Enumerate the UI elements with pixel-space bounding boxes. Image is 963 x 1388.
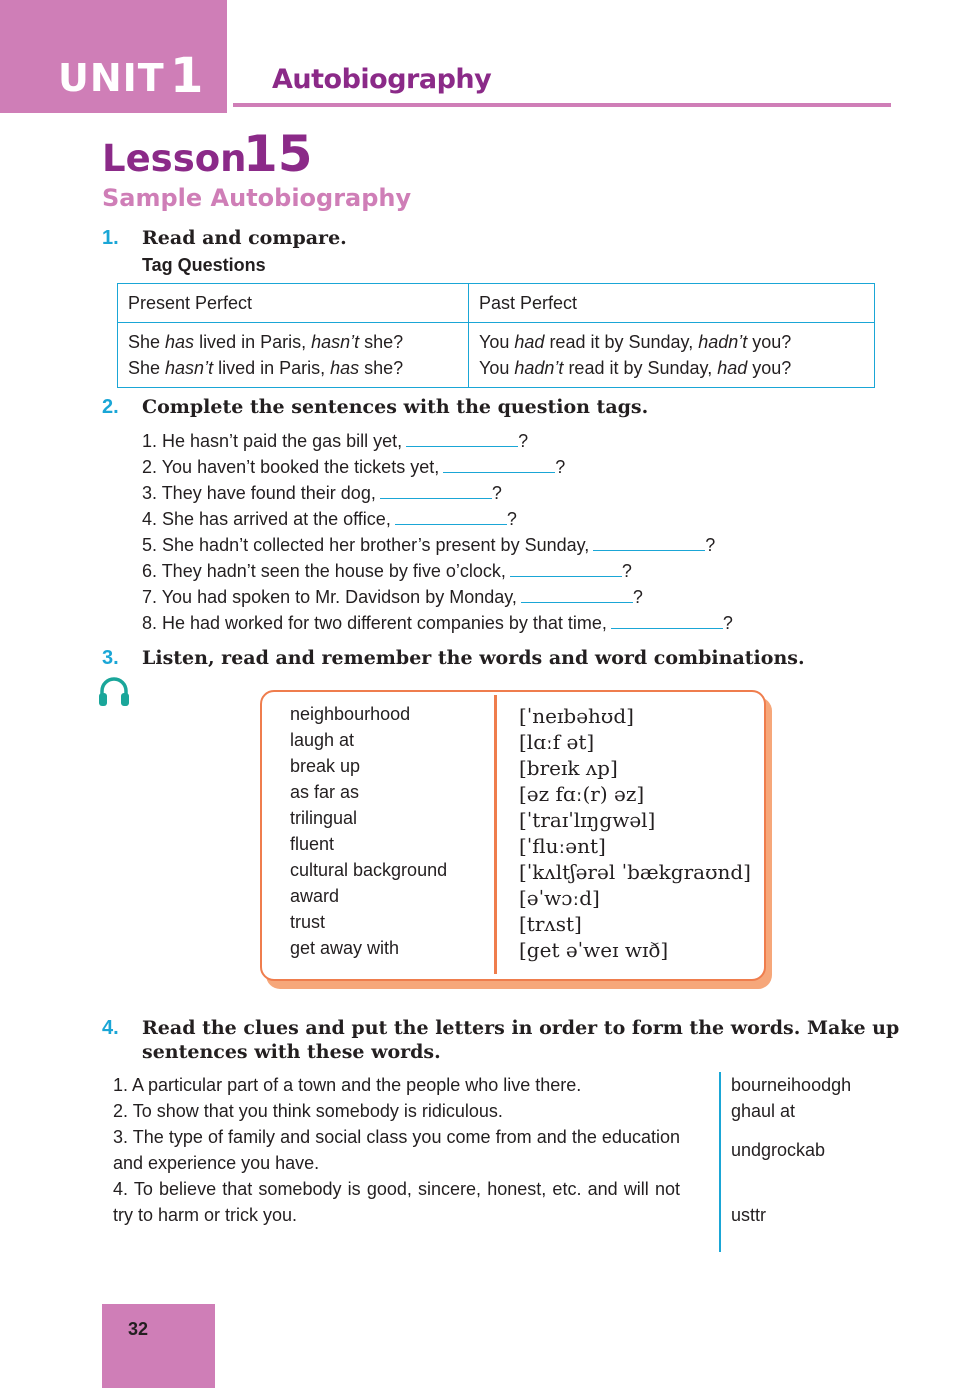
sentence-item: 2. You haven’t booked the tickets yet, ?: [142, 454, 565, 478]
page-number-block: [102, 1304, 215, 1388]
page-number: 32: [128, 1319, 149, 1339]
vocab-transcription: [əˈwɔːd]: [519, 886, 600, 910]
answer-blank[interactable]: [521, 584, 633, 603]
sentence-item: 6. They hadn’t seen the house by five o’clock, ?: [142, 558, 632, 582]
lesson-subtitle: Sample Autobiography: [102, 184, 412, 212]
vocab-word: award: [290, 886, 340, 906]
vocab-transcription: [lɑːf ət]: [519, 730, 595, 754]
answer-blank[interactable]: [443, 454, 555, 473]
vocab-transcription: [breɪk ʌp]: [519, 756, 618, 780]
scrambled-word: usttr: [731, 1205, 767, 1225]
exercise-4-title: Read the clues and put the letters in order to form the words. Make up: [142, 1017, 900, 1039]
table-header-cell: Present Perfect: [118, 284, 469, 323]
lesson-label: Lesson: [102, 137, 247, 180]
vocab-word: trilingual: [290, 808, 358, 828]
vocab-transcription: [get əˈweɪ wɪð]: [519, 938, 669, 962]
sentence-item: 3. They have found their dog, ?: [142, 480, 502, 504]
headphones-icon[interactable]: [97, 676, 131, 708]
answer-blank[interactable]: [380, 480, 492, 499]
exercise-1-title: Read and compare.: [142, 227, 347, 249]
table-row: [118, 323, 875, 388]
exercise-2-title: Complete the sentences with the question tags.: [142, 396, 649, 418]
tag-questions-table: [117, 283, 875, 388]
vocab-transcription: [əz fɑː(r) əz]: [519, 782, 645, 806]
vocab-transcription: [trʌst]: [519, 912, 582, 936]
scrambled-word: undgrockab: [731, 1140, 826, 1160]
table-cell-present-perfect: She has lived in Paris, hasn’t she? She hasn’t lived in Paris, has she?: [118, 323, 469, 388]
vocab-word: cultural background: [290, 860, 448, 880]
sentence-item: 1. He hasn’t paid the gas bill yet, ?: [142, 428, 528, 452]
vocab-transcription: [ˈneɪbəhʊd]: [519, 704, 634, 728]
clue-divider: [719, 1072, 721, 1252]
answer-blank[interactable]: [510, 558, 622, 577]
sentence-item: 4. She has arrived at the office, ?: [142, 506, 517, 530]
vocab-transcription: [ˈkʌltʃərəl ˈbækgraʊnd]: [519, 860, 751, 884]
table-header-row: [118, 284, 875, 323]
exercise-1-subtitle: Tag Questions: [142, 255, 266, 275]
exercise-4-number: 4.: [102, 1017, 119, 1039]
unit-title: Autobiography: [272, 64, 492, 95]
unit-number: 1: [170, 48, 204, 104]
vocab-word: neighbourhood: [290, 704, 411, 724]
scrambled-word: ghaul at: [731, 1101, 796, 1121]
exercise-3-number: 3.: [102, 647, 119, 669]
scrambled-word: bourneihoodgh: [731, 1075, 852, 1095]
exercise-2-number: 2.: [102, 396, 119, 418]
answer-blank[interactable]: [406, 428, 518, 447]
vocab-word: laugh at: [290, 730, 355, 750]
unit-label: UNIT: [58, 56, 165, 100]
clue-item: 3. The type of family and social class you come from and the education and experience you have.: [113, 1127, 680, 1173]
exercise-3-title: Listen, read and remember the words and word combinations.: [142, 647, 805, 669]
vocab-divider: [494, 695, 497, 974]
clue-item: 2. To show that you think somebody is ridiculous.: [113, 1101, 503, 1121]
vocab-transcription: [ˈfluːənt]: [519, 834, 606, 858]
table-cell-past-perfect: You had read it by Sunday, hadn’t you? You hadn’t read it by Sunday, had you?: [469, 323, 875, 388]
sentence-item: 5. She hadn’t collected her brother’s present by Sunday, ?: [142, 532, 715, 556]
answer-blank[interactable]: [611, 610, 723, 629]
vocab-transcription: [ˈtraɪˈlɪŋgwəl]: [519, 808, 656, 832]
header-rule: [233, 103, 891, 107]
table-header-cell: Past Perfect: [469, 284, 875, 323]
clue-item: 1. A particular part of a town and the people who live there.: [113, 1075, 582, 1095]
vocab-word: as far as: [290, 782, 360, 802]
vocab-word: trust: [290, 912, 326, 932]
clue-item: 4. To believe that somebody is good, sincere, honest, etc. and will not try to harm or trick you.: [113, 1179, 680, 1225]
exercise-4-title-cont: sentences with these words.: [142, 1041, 441, 1063]
answer-blank[interactable]: [395, 506, 507, 525]
sentence-item: 8. He had worked for two different companies by that time, ?: [142, 610, 733, 634]
vocab-word: fluent: [290, 834, 335, 854]
exercise-1-number: 1.: [102, 227, 119, 249]
answer-blank[interactable]: [593, 532, 705, 551]
lesson-number: 15: [243, 125, 313, 183]
vocab-word: get away with: [290, 938, 400, 958]
sentence-item: 7. You had spoken to Mr. Davidson by Monday, ?: [142, 584, 643, 608]
vocab-word: break up: [290, 756, 361, 776]
